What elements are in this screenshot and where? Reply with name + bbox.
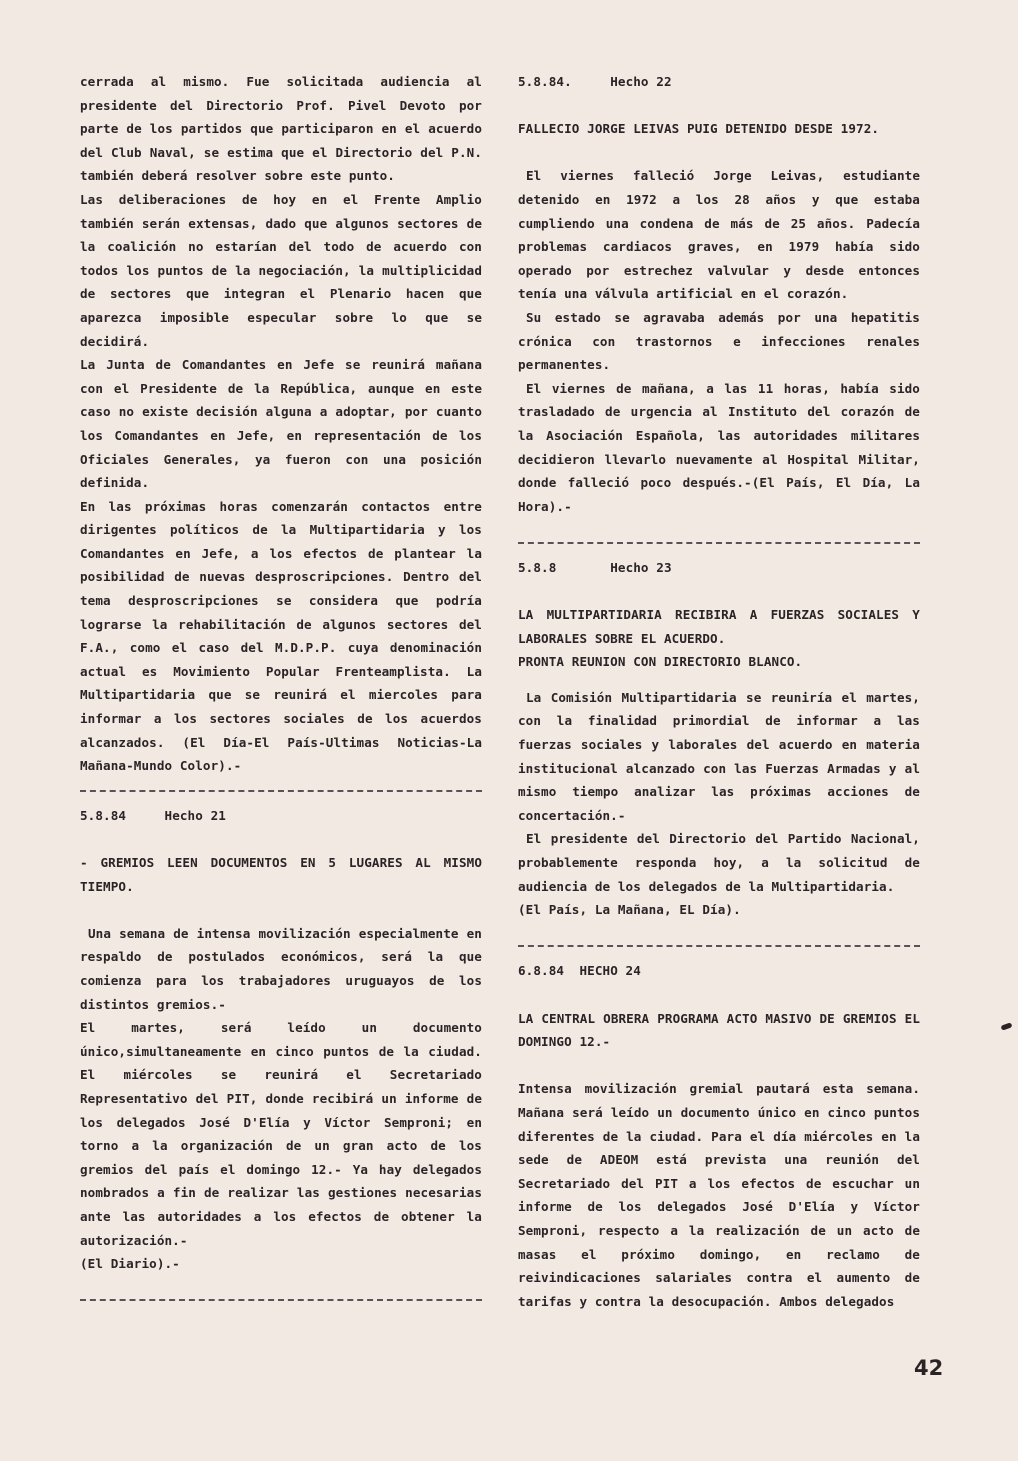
page-number: 42 xyxy=(914,1356,944,1380)
entry-header xyxy=(518,556,920,580)
entry-title: - GREMIOS LEEN DOCUMENTOS EN 5 LUGARES AL MISMO TIEMPO. xyxy=(80,855,482,894)
entry-title: LA CENTRAL OBRERA PROGRAMA ACTO MASIVO DE GREMIOS EL DOMINGO 12.- xyxy=(518,1010,920,1050)
entry-header xyxy=(80,804,482,828)
entry-subtitle: PRONTA REUNION CON DIRECTORIO BLANCO. xyxy=(518,654,803,670)
paragraph: cerrada al mismo. Fue solicitada audiencia al presidente del Directorio Prof. Pivel Devoto por parte de los partidos que participaron en el acuerdo del Club Naval, se estima que el Directorio del P.N. también deberá resolver sobre este punto. xyxy=(80,74,482,184)
right-column xyxy=(518,70,920,1313)
paragraph: Su estado se agravaba además por una hepatitis crónica con trastornos e infecciones renales permanentes. xyxy=(518,309,920,373)
paragraph: En las próximas horas comenzarán contactos entre dirigentes políticos de la Multipartidaria y los Comandantes en Jefe, a los efectos de plantear la posibilidad de nuevas desproscripciones. Dentro del tema desproscripciones se considera que podría lograrse la rehabilitación de algunos sectores del F.A., como el caso del M.D.P.P. cuya denominación actual es Movimiento Popular Frenteamplista. La Multipartidaria que se reunirá el miercoles para informar a los sectores sociales de los acuerdos alcanzados. (El Día-El País-Ultimas Noticias-La Mañana-Mundo Color).- xyxy=(80,498,482,774)
entry-header xyxy=(518,959,920,983)
entry-date: 6.8.84 xyxy=(518,963,565,979)
left-column xyxy=(80,70,482,1301)
entry-label: Hecho 22 xyxy=(610,74,672,89)
source-citation: (El Diario).- xyxy=(80,1256,180,1272)
entry-header xyxy=(518,70,920,94)
entry-date: 5.8.84. xyxy=(518,74,572,89)
paragraph: Una semana de intensa movilización especialmente en respaldo de postulados económicos, será la que comienza para los trabajadores uruguayos de los distintos gremios.- xyxy=(80,925,482,1012)
entry-label: Hecho 23 xyxy=(610,559,672,575)
entry-label: HECHO 24 xyxy=(579,963,641,979)
paragraph: El viernes falleció Jorge Leivas, estudiante detenido en 1972 a los 28 años y que estaba cumpliendo una condena de más de 25 años. Padecía problemas cardiacos graves, en 1979 había sido operado por estrechez valvular y desde entonces tenía una válvula artificial en el corazón. xyxy=(518,168,920,302)
entry-title: FALLECIO JORGE LEIVAS PUIG DETENIDO DESDE 1972. xyxy=(518,121,880,137)
entry-date: 5.8.8 xyxy=(518,559,557,575)
entry-title: LA MULTIPARTIDARIA RECIBIRA A FUERZAS SOCIALES Y LABORALES SOBRE EL ACUERDO. xyxy=(518,607,920,646)
paragraph: El viernes de mañana, a las 11 horas, había sido trasladado de urgencia al Instituto del corazón de la Asociación Española, las autoridades militares decidieron llevarlo nuevamente al Hospital Militar, donde falleció poco después.-(El País, El Día, La Hora).- xyxy=(518,380,920,514)
paragraph: El martes, será leído un documento único,simultaneamente en cinco puntos de la ciudad. El miércoles se reunirá el Secretariado Representativo del PIT, donde recibirá un informe de los delegados José D'Elía y Víctor Semproni; en torno a la organización de un gran acto de los gremios del país el domingo 12.- Ya hay delegados nombrados a fin de realizar las gestiones necesarias ante las autoridades a los efectos de obtener la autorización.- xyxy=(80,1020,482,1248)
entry-date: 5.8.84 xyxy=(80,807,127,823)
paragraph: Las deliberaciones de hoy en el Frente Amplio también serán extensas, dado que algunos sectores de la coalición no estarían del todo de acuerdo con todos los puntos de la negociación, la multiplicidad de sectores que integran el Plenario hacen que aparezca imposible especular sobre lo que se decidirá. xyxy=(80,191,482,349)
entry-label: Hecho 21 xyxy=(164,807,226,823)
source-citation: (El País, La Mañana, EL Día). xyxy=(518,902,741,918)
paragraph: Intensa movilización gremial pautará esta semana. Mañana será leído un documento único en cinco puntos diferentes de la ciudad. Para el día miércoles en la sede de ADEOM está prevista una reunión del Secretariado del PIT a los efectos de escuchar un informe de los delegados José D'Elía y Víctor Semproni, respecto a la realización de un acto de masas el próximo domingo, en reclamo de reivindicaciones salariales contra el aumento de tarifas y contra la desocupación. Ambos delegados xyxy=(518,1081,920,1309)
paragraph: El presidente del Directorio del Partido Nacional, probablemente responda hoy, a la solicitud de audiencia de los delegados de la Multipartidaria. xyxy=(518,831,920,894)
ink-mark xyxy=(1000,1022,1012,1030)
paragraph: La Junta de Comandantes en Jefe se reunirá mañana con el Presidente de la República, aunque en este caso no existe decisión alguna a adoptar, por cuanto los Comandantes en Jefe, en representación de los Oficiales Generales, ya fueron con una posición definida. xyxy=(80,357,482,491)
paragraph: La Comisión Multipartidaria se reuniría el martes, con la finalidad primordial de informar a las fuerzas sociales y laborales del acuerdo en materia institucional alcanzado con las Fuerzas Armadas y al mismo tiempo analizar las próximas acciones de concertación.- xyxy=(518,689,920,823)
section-divider xyxy=(80,1299,482,1301)
